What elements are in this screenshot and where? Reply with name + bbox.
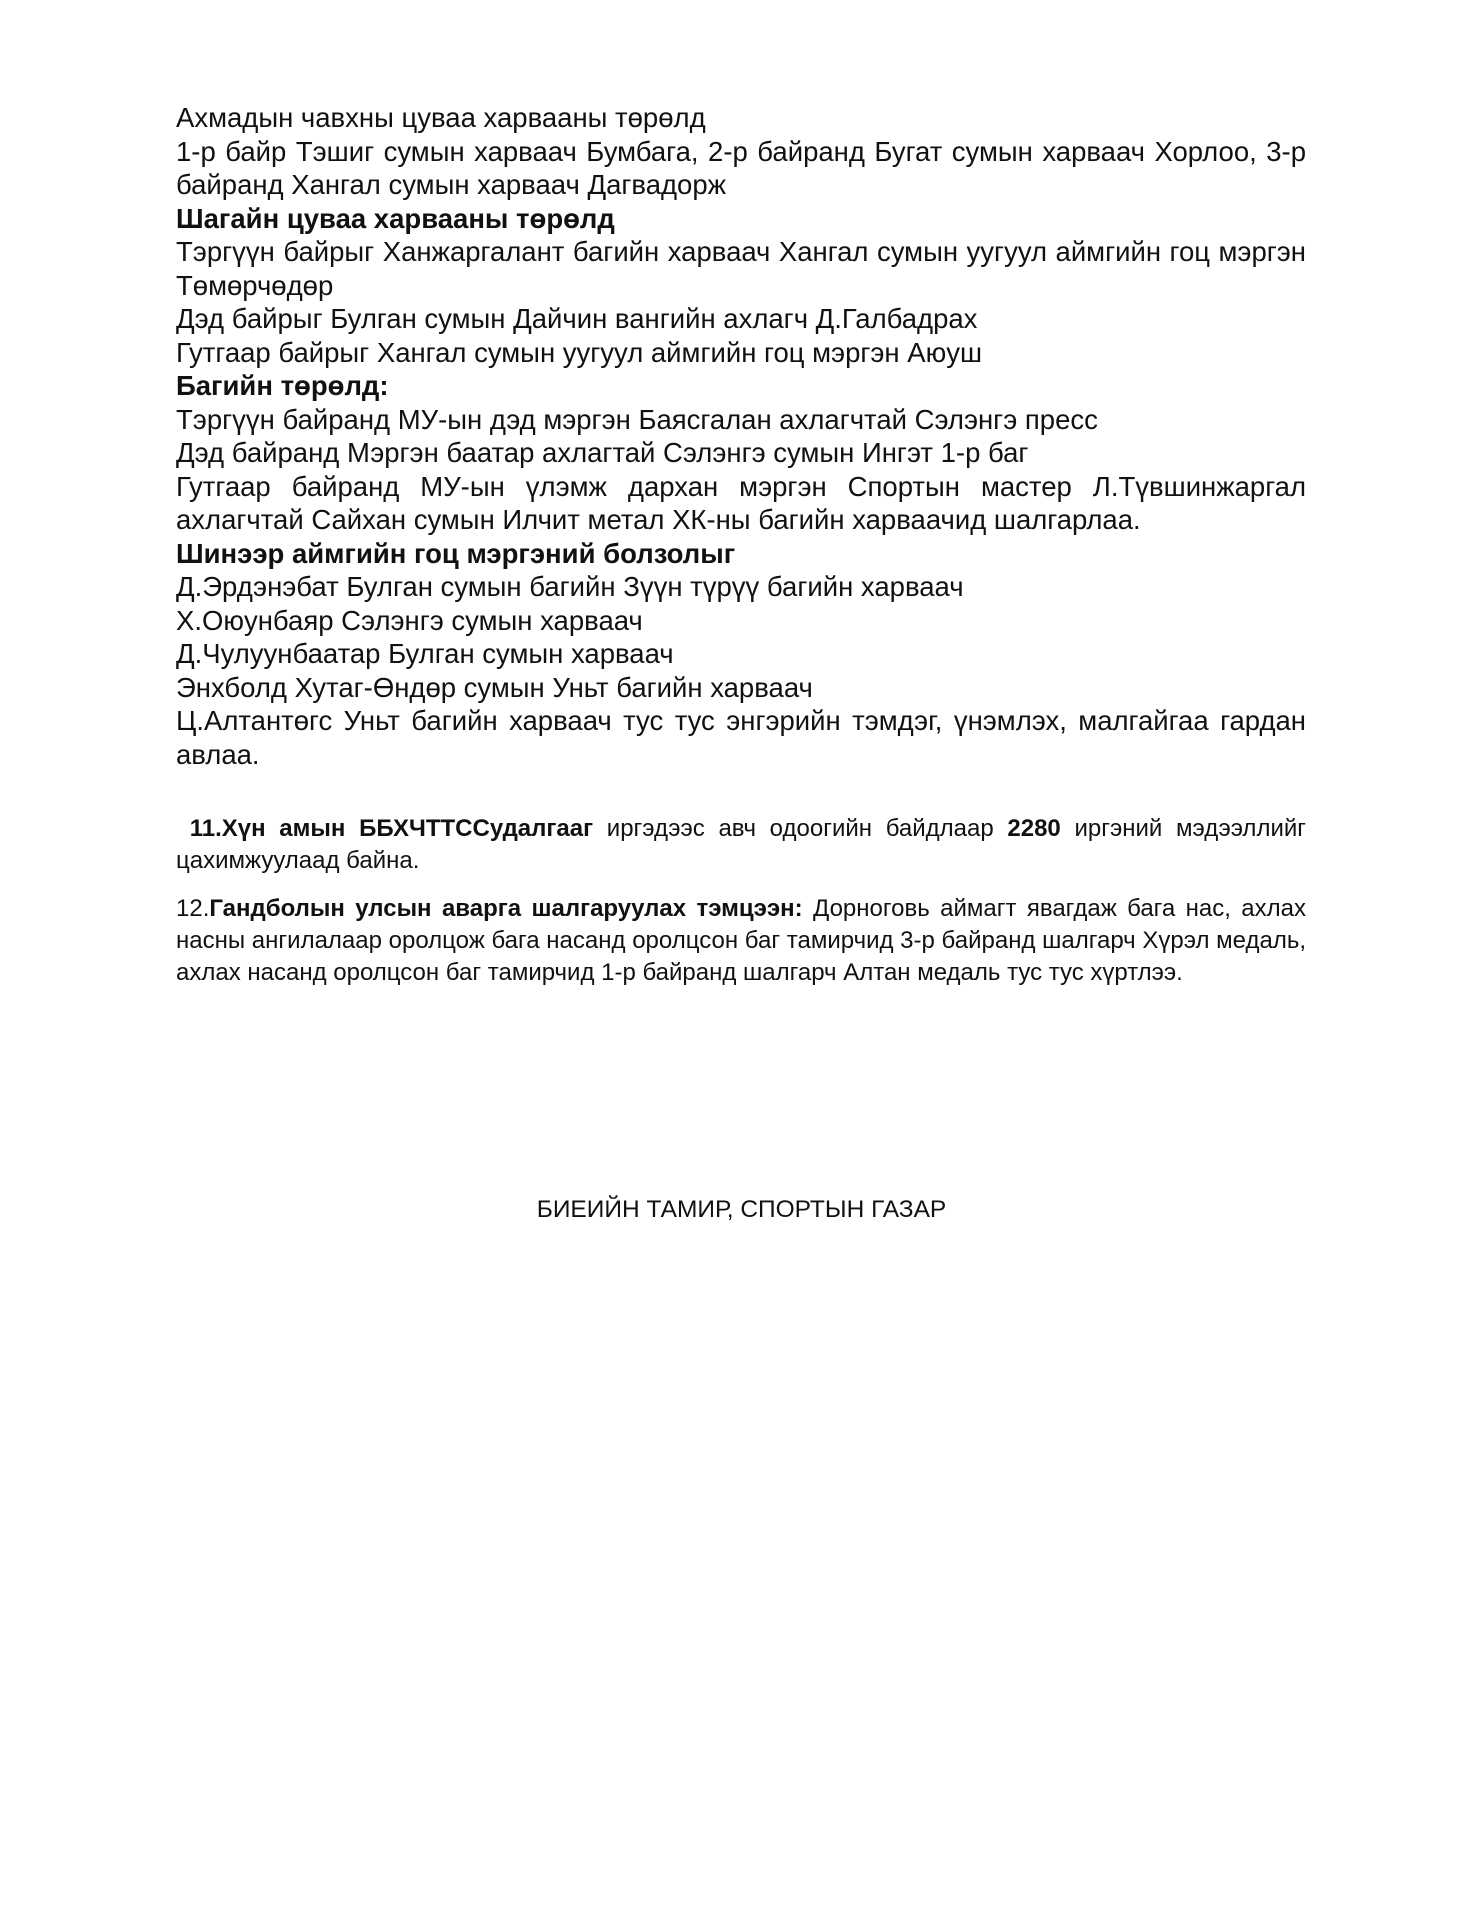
shagai-third-place: Гутгаар байрыг Хангал сумын уугуул аймгийн гоц мэргэн Аюуш [176,336,983,368]
new-master-3: Д.Чулуунбаатар Булган сумын харваач [176,638,674,669]
akhmad-results: 1-р байр Тэшиг сумын харваач Бумбага, 2-р байранд Бугат сумын харваач Хорлоо, 3-р байранд Хангал сумын харваач Дагвадорж [176,135,1306,200]
item-12-paragraph [176,893,1306,989]
new-master-2: Х.Оюунбаяр Сэлэнгэ сумын харваач [176,604,643,636]
new-master-1: Д.Эрдэнэбат Булган сумын багийн Зүүн түрүү багийн харваач [176,571,964,602]
item-11-paragraph [176,813,1306,877]
new-masters-heading: Шинээр аймгийн гоц мэргэний болзолыг [176,537,736,569]
item-11-text-before: иргэдээс авч одоогийн байдлаар [593,815,1008,842]
shagai-heading: Шагайн цуваа харвааны төрөлд [176,202,615,234]
team-first-place: Тэргүүн байранд МУ-ын дэд мэргэн Баясгалан ахлагчтай Сэлэнгэ пресс [176,403,1098,435]
team-second-place: Дэд байранд Мэргэн баатар ахлагтай Сэлэнгэ сумын Ингэт 1-р баг [176,437,1029,468]
item-12-number: 12. [176,895,210,922]
team-heading: Багийн төрөлд: [176,370,389,401]
item-11-label: 11.Хүн амын ББХЧТТССудалгааг [189,815,594,842]
new-master-4: Энхболд Хутаг-Өндөр сумын Уньт багийн харваач [176,671,813,703]
new-master-5: Ц.Алтантөгс Уньт багийн харваач тус тус энгэрийн тэмдэг, үнэмлэх, малгайгаа гардан авлаа. [176,705,1306,770]
shagai-second-place: Дэд байрыг Булган сумын Дайчин вангийн ахлагч Д.Галбадрах [176,303,978,334]
footer-organization: БИЕИЙН ТАМИР, СПОРТЫН ГАЗАР [536,1196,947,1223]
akhmad-heading: Ахмадын чавхны цуваа харвааны төрөлд [176,102,706,133]
shagai-first-place: Тэргүүн байрыг Ханжаргалант багийн харваач Хангал сумын уугуул аймгийн гоц мэргэн Төмөрчөдөр [176,236,1306,301]
item-12-label: Гандболын улсын аварга шалгаруулах тэмцээн: [209,895,803,922]
item-11-text-after: иргэний мэдээллийг цахимжуулаад байна. [176,815,1307,874]
item-11-number: 2280 [1007,815,1061,842]
document-body [176,101,1306,989]
team-third-place: Гутгаар байранд МУ-ын үлэмж дархан мэргэн Спортын мастер Л.Түвшинжаргал ахлагчтай Сайхан сумын Илчит метал ХК-ны багийн харваачид шалгарлаа. [176,470,1306,535]
item-12-text: Дорноговь аймагт явагдаж бага нас, ахлах насны ангилалаар оролцож бага насанд оролцсон баг тамирчид 3-р байранд шалгарч Хүрэл медаль, ахлах насанд оролцсон баг тамирчид 1-р байранд шалгарч Алтан медаль тус тус хүртлээ. [176,895,1306,986]
